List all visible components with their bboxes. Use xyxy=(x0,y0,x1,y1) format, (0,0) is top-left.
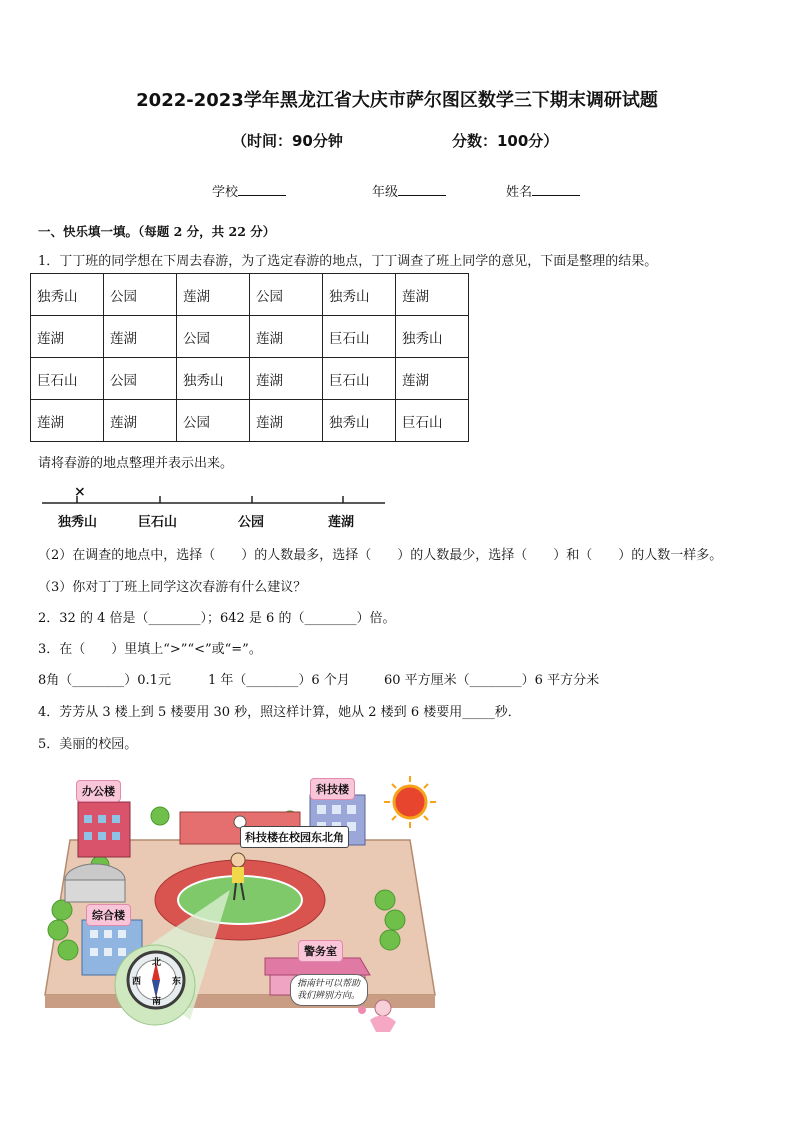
name-blank[interactable] xyxy=(532,183,580,196)
name-label: 姓名 xyxy=(506,185,533,200)
exam-time: （时间：90分钟 xyxy=(232,132,343,150)
table-cell: 独秀山 xyxy=(31,274,104,316)
table-cell: 莲湖 xyxy=(104,316,177,358)
grade-field xyxy=(372,181,446,200)
table-cell: 莲湖 xyxy=(104,400,177,442)
table-cell: 巨石山 xyxy=(31,358,104,400)
table-cell: 独秀山 xyxy=(323,274,396,316)
q1-part3: （3）你对丁丁班上同学这次春游有什么建议？ xyxy=(38,580,307,595)
table-cell: 莲湖 xyxy=(250,358,323,400)
line-label-lianhu: 莲湖 xyxy=(328,515,355,530)
table-cell: 公园 xyxy=(250,274,323,316)
campus-illustration xyxy=(40,770,440,1040)
school-field xyxy=(212,181,286,200)
compass-east: 东 xyxy=(172,977,182,987)
grade-blank[interactable] xyxy=(398,183,446,196)
line-label-gongyuan: 公园 xyxy=(238,515,265,530)
speech-bubble: 指南针可以帮助我们辨别方向。 xyxy=(290,974,368,1006)
tally-mark: × xyxy=(74,484,86,500)
line-plot-axis xyxy=(40,488,390,504)
compass-south: 南 xyxy=(152,997,162,1007)
grade-label: 年级 xyxy=(372,185,399,200)
q1-part2: （2）在调查的地点中，选择（ ）的人数最多，选择（ ）的人数最少，选择（ ）和（ ）的人数一样多。 xyxy=(38,548,723,563)
page-title: 2022-2023学年黑龙江省大庆市萨尔图区数学三下期末调研试题 xyxy=(136,90,658,111)
q2-text: 2．32 的 4 倍是（________）；642 是 6 的（________）倍。 xyxy=(38,611,396,626)
table-cell: 公园 xyxy=(177,316,250,358)
line-label-dushushan: 独秀山 xyxy=(58,515,98,530)
table-cell: 莲湖 xyxy=(250,316,323,358)
school-label: 学校 xyxy=(212,185,239,200)
label-tech: 科技楼 xyxy=(310,778,355,800)
table-row xyxy=(31,358,469,400)
table-cell: 莲湖 xyxy=(31,400,104,442)
q1-instruction: 请将春游的地点整理并表示出来。 xyxy=(38,456,234,471)
table-cell: 独秀山 xyxy=(396,316,469,358)
table-cell: 巨石山 xyxy=(323,358,396,400)
q4-text: 4．芳芳从 3 楼上到 5 楼要用 30 秒，照这样计算，她从 2 楼到 6 楼要用_____秒． xyxy=(38,705,521,720)
table-row xyxy=(31,274,469,316)
table-cell: 莲湖 xyxy=(31,316,104,358)
callout-tech-location: 科技楼在校园东北角 xyxy=(240,826,349,848)
table-cell: 巨石山 xyxy=(396,400,469,442)
table-row xyxy=(31,400,469,442)
table-cell: 公园 xyxy=(104,358,177,400)
table-cell: 巨石山 xyxy=(323,316,396,358)
table-cell: 莲湖 xyxy=(177,274,250,316)
q1-intro: 1．丁丁班的同学想在下周去春游，为了选定春游的地点，丁丁调查了班上同学的意见，下面是整理的结果。 xyxy=(38,254,658,269)
label-guard: 警务室 xyxy=(298,940,343,962)
compass-north: 北 xyxy=(152,958,162,968)
table-cell: 公园 xyxy=(104,274,177,316)
q3-item-3: 60 平方厘米（________）6 平方分米 xyxy=(384,673,600,688)
table-cell: 莲湖 xyxy=(396,358,469,400)
q3-item-2: 1 年（________）6 个月 xyxy=(208,673,350,688)
table-cell: 独秀山 xyxy=(177,358,250,400)
q3-text: 3．在（ ）里填上“>”“<”或“=”。 xyxy=(38,642,262,657)
table-cell: 莲湖 xyxy=(250,400,323,442)
survey-table xyxy=(30,273,469,442)
label-office: 办公楼 xyxy=(76,780,121,802)
school-blank[interactable] xyxy=(238,183,286,196)
exam-score: 分数：100分） xyxy=(452,132,559,150)
compass-west: 西 xyxy=(132,977,142,987)
q5-text: 5．美丽的校园。 xyxy=(38,737,138,752)
label-complex: 综合楼 xyxy=(86,904,131,926)
table-row xyxy=(31,316,469,358)
q3-item-1: 8角（________）0.1元 xyxy=(38,673,171,688)
table-cell: 公园 xyxy=(177,400,250,442)
line-label-jushishan: 巨石山 xyxy=(138,515,178,530)
table-cell: 莲湖 xyxy=(396,274,469,316)
name-field xyxy=(506,181,580,200)
section-heading: 一、快乐填一填。（每题 2 分，共 22 分） xyxy=(38,224,276,239)
table-cell: 独秀山 xyxy=(323,400,396,442)
